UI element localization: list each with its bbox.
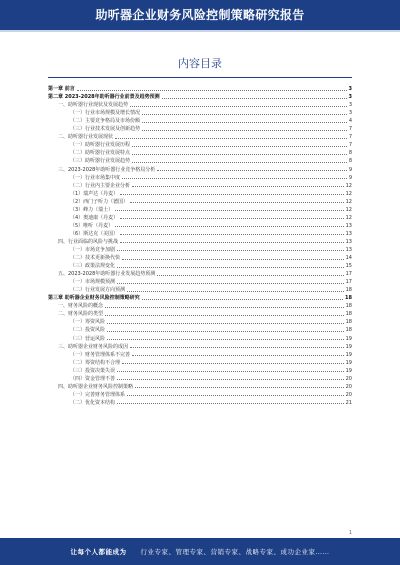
toc-entry-text: （2）西门子听力（德国） — [70, 198, 129, 205]
toc-entry[interactable] — [48, 197, 352, 205]
toc-entry-page: 12 — [345, 214, 352, 221]
toc-leader-dots — [120, 218, 343, 219]
toc-entry-text: （6）斯达克（美国） — [70, 230, 119, 237]
toc-entry-page: 19 — [345, 351, 352, 358]
toc-entry-page: 9 — [348, 174, 352, 181]
footer-banner — [0, 538, 400, 565]
toc-entry-text: （一）市场竞争加剧 — [70, 246, 116, 253]
toc-entry-page: 19 — [345, 335, 352, 342]
toc-entry-page: 19 — [345, 359, 352, 366]
toc-leader-dots — [117, 379, 344, 380]
toc-leader-dots — [117, 283, 344, 284]
toc-entry-text: （四）资金管理不善 — [70, 375, 116, 382]
toc-entry-text: 二、助听器行业发展现状 — [58, 134, 114, 141]
toc-leader-dots — [132, 162, 347, 163]
toc-entry-page: 20 — [345, 383, 352, 390]
toc-leader-dots — [115, 226, 343, 227]
toc-entry-text: 二、财务风险的类型 — [58, 311, 104, 318]
toc-entry-page: 13 — [345, 238, 352, 245]
toc-entry-text: 第三章 助听器企业财务风险控制策略研究 — [48, 295, 140, 302]
toc-leader-dots — [142, 114, 347, 115]
toc-leader-dots — [115, 138, 347, 139]
toc-entry[interactable] — [48, 269, 352, 277]
toc-entry-page: 3 — [348, 102, 352, 109]
toc-entry-page: 20 — [345, 375, 352, 382]
toc-entry-text: （三）投资决策失误 — [70, 367, 116, 374]
toc-entry-text: 四、助听器企业财务风险控制策略 — [58, 383, 134, 390]
toc-entry[interactable] — [48, 221, 352, 229]
toc-entry-text: （二）主要竞争格局及市场份额 — [70, 118, 141, 125]
toc-entry-text: （一）筹资风险 — [70, 319, 106, 326]
toc-entry-text: （一）完善财务管理体系 — [70, 391, 126, 398]
toc-entry[interactable] — [48, 325, 352, 333]
toc-leader-dots — [157, 170, 347, 171]
toc-entry[interactable] — [48, 213, 352, 221]
toc-leader-dots — [132, 154, 347, 155]
toc-leader-dots — [142, 130, 347, 131]
toc-entry-text: （二）助听器行业发展特点 — [70, 150, 131, 157]
toc-entry[interactable] — [48, 293, 352, 301]
toc-entry[interactable] — [48, 84, 352, 92]
toc-entry-text: 第一章 前言 — [48, 86, 75, 93]
toc-leader-dots — [130, 106, 347, 107]
toc-entry[interactable] — [48, 116, 352, 124]
toc-entry-page: 8 — [348, 150, 352, 157]
toc-entry-page: 7 — [348, 126, 352, 133]
toc-entry[interactable] — [48, 173, 352, 181]
toc-entry-page: 4 — [348, 118, 352, 125]
toc-entry-page: 18 — [345, 303, 352, 310]
toc-entry-page: 20 — [345, 391, 352, 398]
toc-leader-dots — [157, 275, 343, 276]
toc-leader-dots — [77, 90, 347, 91]
toc-entry-text: 四、行业面临的风险与挑战 — [58, 238, 119, 245]
toc-leader-dots — [115, 210, 343, 211]
toc-entry-page: 3 — [348, 94, 352, 101]
toc-entry-text: （一）行业市场规模及增长情况 — [70, 110, 141, 117]
toc-entry[interactable] — [48, 261, 352, 269]
toc-entry-page: 19 — [345, 367, 352, 374]
toc-entry-text: （三）营运风险 — [70, 335, 106, 342]
report-title: 助听器企业财务风险控制策略研究报告 — [95, 8, 305, 22]
toc-leader-dots — [162, 98, 347, 99]
toc-entry[interactable] — [48, 277, 352, 285]
toc-entry-page: 18 — [345, 295, 352, 302]
toc-entry[interactable] — [48, 398, 352, 406]
toc-leader-dots — [120, 234, 343, 235]
toc-entry-text: （一）行业市场集中度 — [70, 174, 121, 181]
toc-leader-dots — [135, 387, 344, 388]
toc-entry[interactable] — [48, 333, 352, 341]
toc-leader-dots — [117, 267, 344, 268]
toc-leader-dots — [122, 259, 344, 260]
toc-entry-page: 18 — [345, 311, 352, 318]
toc-leader-dots — [120, 194, 343, 195]
toc-entry-page: 3 — [348, 110, 352, 117]
toc-entry-text: 五、2023-2028年助听器行业发展趋势预测 — [58, 271, 156, 278]
toc-entry-text: （4）奥迪康（丹麦） — [70, 214, 119, 221]
toc-leader-dots — [122, 178, 347, 179]
toc-entry-text: （二）投资风险 — [70, 327, 106, 334]
toc-entry[interactable] — [48, 374, 352, 382]
report-header — [0, 0, 400, 30]
toc-entry-page: 15 — [345, 263, 352, 270]
toc-entry-text: （二）筹资结构不合理 — [70, 359, 121, 366]
toc-leader-dots — [117, 371, 344, 372]
toc-leader-dots — [107, 339, 344, 340]
toc-entry-text: 一、财务风险的概念 — [58, 303, 104, 310]
toc-entry-page: 3 — [348, 86, 352, 93]
toc-entry-page: 13 — [345, 246, 352, 253]
toc-entry[interactable] — [48, 140, 352, 148]
toc-entry-page: 14 — [345, 255, 352, 262]
toc-entry-page: 12 — [345, 198, 352, 205]
toc-leader-dots — [105, 315, 344, 316]
toc-entry-page: 18 — [345, 327, 352, 334]
header-divider — [0, 30, 400, 32]
toc-entry[interactable] — [48, 342, 352, 350]
toc-entry-page: 13 — [345, 230, 352, 237]
toc-leader-dots — [105, 307, 344, 308]
toc-entry[interactable] — [48, 124, 352, 132]
toc-entry[interactable] — [48, 108, 352, 116]
toc-entry-text: （一）市场规模预测 — [70, 279, 116, 286]
toc-entry-page: 12 — [345, 206, 352, 213]
toc-title: 内容目录 — [178, 57, 222, 70]
toc-entry-text: （三）政策法规变化 — [70, 263, 116, 270]
toc-entry[interactable] — [48, 205, 352, 213]
toc-entry-text: （5）唯听（丹麦） — [70, 222, 114, 229]
toc-entry-text: （一）财务管理体系不完善 — [70, 351, 131, 358]
toc-entry[interactable] — [48, 253, 352, 261]
toc-leader-dots — [130, 202, 343, 203]
toc-entry[interactable] — [48, 309, 352, 317]
toc-leader-dots — [132, 146, 347, 147]
toc-entry-page: 13 — [345, 222, 352, 229]
toc-entry-page: 19 — [345, 343, 352, 350]
toc-entry-text: （三）行业技术发展及创新趋势 — [70, 126, 141, 133]
toc-entry[interactable] — [48, 390, 352, 398]
toc-entry-page: 9 — [348, 166, 352, 173]
page-number: 1 — [348, 530, 352, 536]
toc-leader-dots — [130, 347, 344, 348]
toc-entry[interactable] — [48, 237, 352, 245]
toc-entry[interactable] — [48, 181, 352, 189]
toc-entry-text: （二）技术更新换代快 — [70, 255, 121, 262]
toc-leader-dots — [107, 323, 344, 324]
toc-entry-text: （二）优化资本结构 — [70, 399, 116, 406]
toc-entry[interactable] — [48, 100, 352, 108]
toc-entry-text: 三、助听器企业财务风险的成因 — [58, 343, 129, 350]
toc-leader-dots — [120, 242, 344, 243]
toc-entry-page: 17 — [345, 279, 352, 286]
footer-slogan: 让每个人都能成为 — [70, 548, 127, 556]
toc-entry[interactable] — [48, 358, 352, 366]
toc-entry[interactable] — [48, 92, 352, 100]
toc-entry-page: 8 — [348, 158, 352, 165]
toc-leader-dots — [122, 363, 344, 364]
toc-entry-page: 7 — [348, 134, 352, 141]
toc-leader-dots — [132, 186, 344, 187]
toc-entry-page: 21 — [345, 399, 352, 406]
toc-entry[interactable] — [48, 382, 352, 390]
toc-entry-text: 三、2023-2028年助听器行业竞争格局分析 — [58, 166, 156, 173]
toc-leader-dots — [127, 291, 344, 292]
toc-entry-text: 第二章 2023-2028年助听器行业前景及趋势预测 — [48, 94, 160, 101]
toc-entry[interactable] — [48, 156, 352, 164]
toc-leader-dots — [127, 395, 344, 396]
toc-leader-dots — [142, 299, 343, 300]
toc-entry[interactable] — [48, 301, 352, 309]
toc-entry[interactable] — [48, 285, 352, 293]
toc-entry-page: 17 — [345, 271, 352, 278]
toc-entry-page: 18 — [345, 287, 352, 294]
toc-entry-page: 12 — [345, 182, 352, 189]
footer-roles: 行业专家、管理专家、营销专家、战略专家、成功企业家…… — [140, 548, 330, 556]
toc-leader-dots — [117, 403, 344, 404]
toc-entry[interactable] — [48, 245, 352, 253]
toc-entry[interactable] — [48, 148, 352, 156]
toc-entry-page: 12 — [345, 190, 352, 197]
toc-entry-text: （1）瑞声达（丹麦） — [70, 190, 119, 197]
toc-entry[interactable] — [48, 132, 352, 140]
toc-entry-text: （三）助听器行业发展趋势 — [70, 158, 131, 165]
toc-leader-dots — [107, 331, 344, 332]
toc-entry[interactable] — [48, 366, 352, 374]
table-of-contents — [48, 84, 352, 406]
toc-entry[interactable] — [48, 350, 352, 358]
toc-entry-text: （一）助听器行业发展历程 — [70, 142, 131, 149]
toc-entry[interactable] — [48, 189, 352, 197]
toc-entry[interactable] — [48, 229, 352, 237]
toc-entry-page: 18 — [345, 319, 352, 326]
toc-entry-text: （二）行业发展方向预测 — [70, 287, 126, 294]
toc-entry-text: （3）峰力（瑞士） — [70, 206, 114, 213]
toc-entry-page: 7 — [348, 142, 352, 149]
toc-leader-dots — [132, 355, 344, 356]
toc-entry-text: 一、助听器行业现状及发展趋势 — [58, 102, 129, 109]
toc-leader-dots — [117, 250, 344, 251]
toc-entry[interactable] — [48, 317, 352, 325]
toc-entry[interactable] — [48, 164, 352, 172]
toc-entry-text: （二）行业内主要企业分析 — [70, 182, 131, 189]
toc-leader-dots — [142, 122, 347, 123]
toc-title-divider — [48, 77, 352, 78]
